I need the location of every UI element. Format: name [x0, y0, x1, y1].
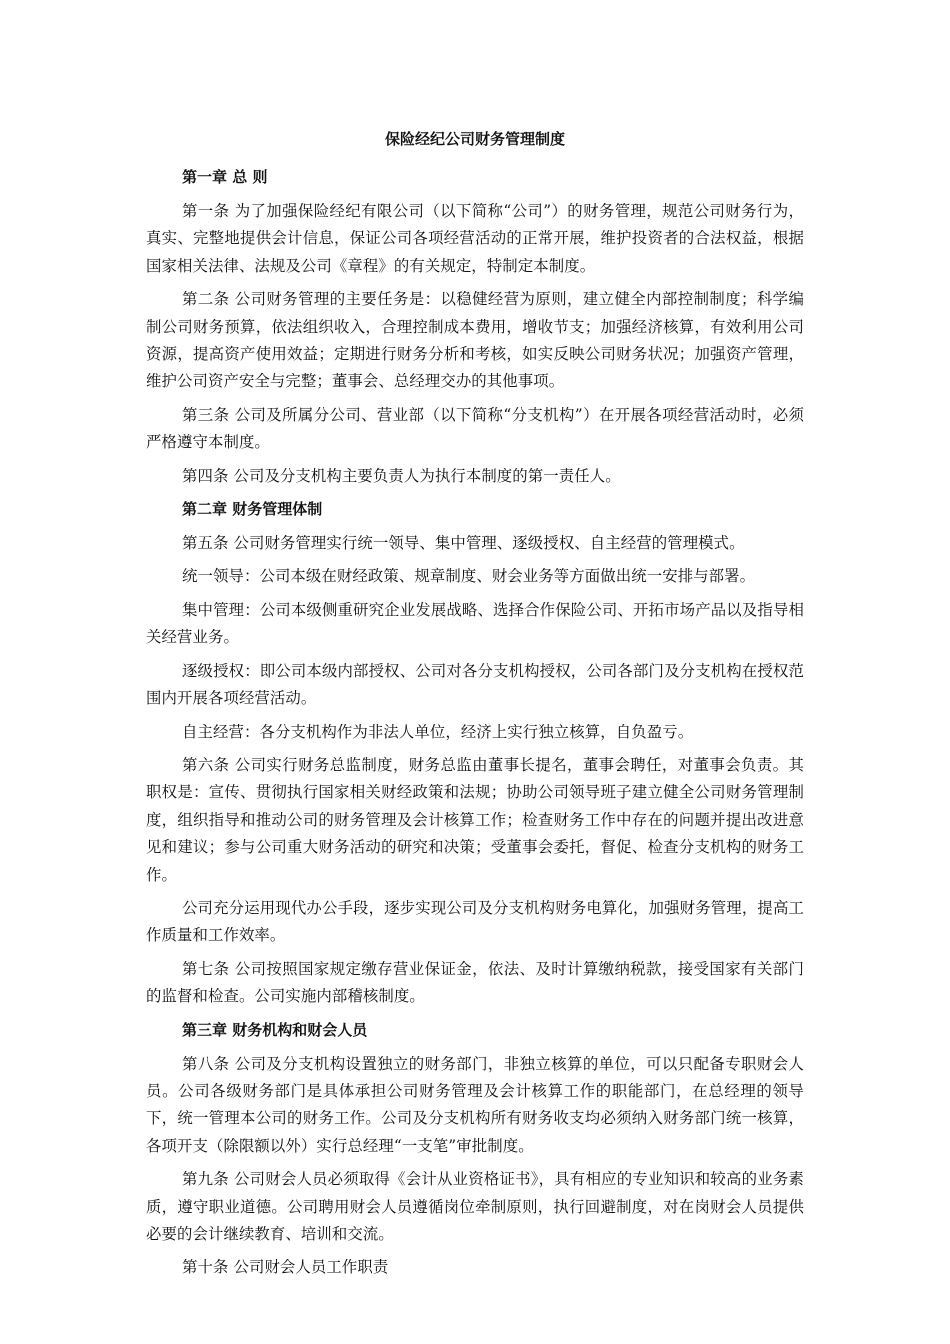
- article-paragraph: 逐级授权：即公司本级内部授权、公司对各分支机构授权，公司各部门及分支机构在授权范围内开展各项经营活动。: [146, 661, 804, 708]
- article-paragraph: 第九条 公司财会人员必须取得《会计从业资格证书》，具有相应的专业知识和较高的业务素质，遵守职业道德。公司聘用财会人员遵循岗位牵制原则，执行回避制度，对在岗财会人员提供必要的会计继续教育、培训和交流。: [146, 1170, 804, 1243]
- document-page: [146, 126, 804, 1288]
- article-paragraph: 第二条 公司财务管理的主要任务是：以稳健经营为原则，建立健全内部控制制度；科学编制公司财务预算，依法组织收入，合理控制成本费用，增收节支；加强经济核算，有效利用公司资源，提高资产使用效益；定期进行财务分析和考核，如实反映公司财务状况；加强资产管理，维护公司资产安全与完整；董事会、总经理交办的其他事项。: [146, 290, 804, 391]
- article-paragraph: 自主经营：各分支机构作为非法人单位，经济上实行独立核算，自负盈亏。: [182, 722, 694, 741]
- document-title: 保险经纪公司财务管理制度: [384, 130, 565, 148]
- article-paragraph: 集中管理：公司本级侧重研究企业发展战略、选择合作保险公司、开拓市场产品以及指导相关经营业务。: [146, 600, 804, 647]
- article-paragraph: 第一条 为了加强保险经纪有限公司（以下简称“公司”）的财务管理，规范公司财务行为，真实、完整地提供会计信息，保证公司各项经营活动的正常开展，维护投资者的合法权益，根据国家相关法律、法规及公司《章程》的有关规定，特制定本制度。: [146, 202, 804, 275]
- article-paragraph: 第六条 公司实行财务总监制度，财务总监由董事长提名，董事会聘任，对董事会负责。其职权是：宣传、贯彻执行国家相关财经政策和法规；协助公司领导班子建立健全公司财务管理制度，组织指导和推动公司的财务管理及会计核算工作；检查财务工作中存在的问题并提出改进意见和建议；参与公司重大财务活动的研究和决策；受董事会委托，督促、检查分支机构的财务工作。: [146, 755, 804, 884]
- chapter-heading: 第三章 财务机构和财会人员: [182, 1020, 368, 1039]
- document-body: [146, 164, 804, 1282]
- chapter-heading: 第一章 总 则: [182, 168, 268, 186]
- article-paragraph: 第三条 公司及所属分公司、营业部（以下简称“分支机构”）在开展各项经营活动时，必须严格遵守本制度。: [146, 405, 804, 452]
- article-paragraph: 第七条 公司按照国家规定缴存营业保证金，依法、及时计算缴纳税款，接受国家有关部门的监督和检查。公司实施内部稽核制度。: [146, 959, 804, 1006]
- article-paragraph: 第十条 公司财会人员工作职责: [182, 1258, 389, 1277]
- chapter-heading: 第二章 财务管理体制: [182, 500, 323, 519]
- article-paragraph: 第八条 公司及分支机构设置独立的财务部门，非独立核算的单位，可以只配备专职财会人员。公司各级财务部门是具体承担公司财务管理及会计核算工作的职能部门，在总经理的领导下，统一管理本公司的财务工作。公司及分支机构所有财务收支均必须纳入财务部门统一核算，各项开支（除限额以外）实行总经理“一支笔”审批制度。: [146, 1054, 804, 1155]
- article-paragraph: 统一领导：公司本级在财经政策、规章制度、财会业务等方面做出统一安排与部署。: [182, 567, 756, 586]
- article-paragraph: 第五条 公司财务管理实行统一领导、集中管理、逐级授权、自主经营的管理模式。: [182, 534, 745, 553]
- article-paragraph: 第四条 公司及分支机构主要负责人为执行本制度的第一责任人。: [182, 466, 621, 485]
- article-paragraph: 公司充分运用现代办公手段，逐步实现公司及分支机构财务电算化，加强财务管理，提高工作质量和工作效率。: [146, 898, 804, 945]
